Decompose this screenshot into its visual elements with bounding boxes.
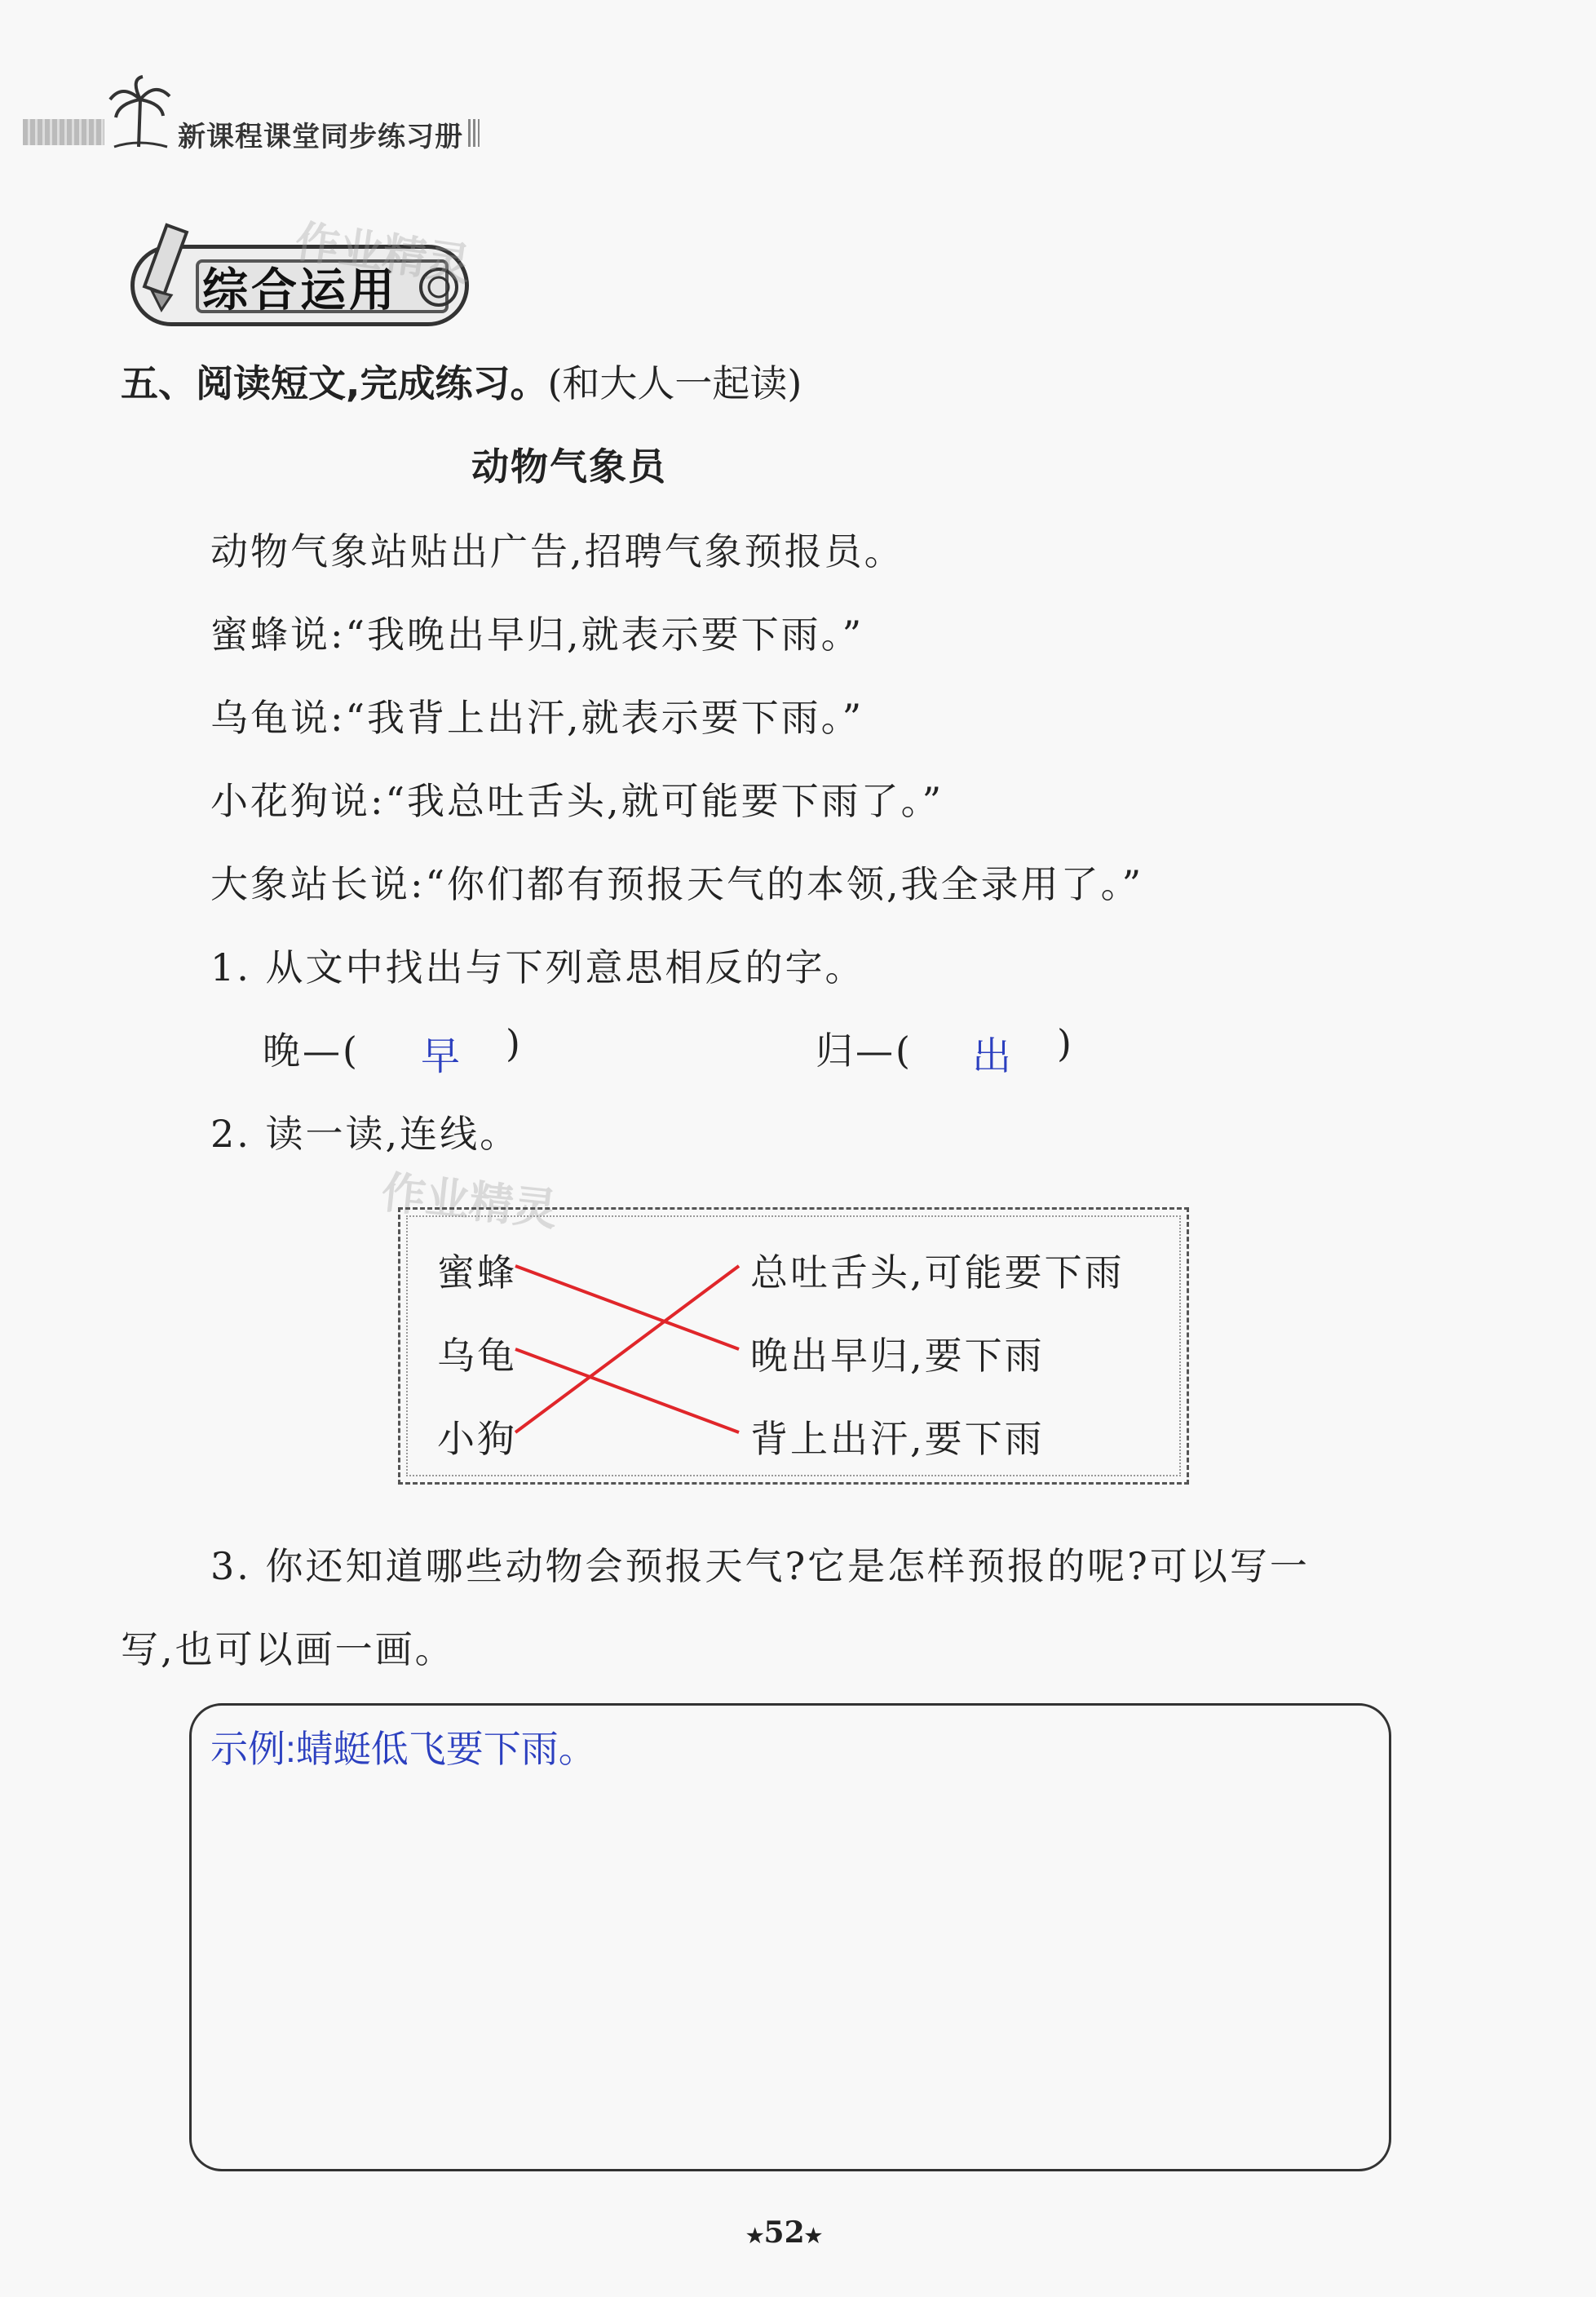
q3-prompt-line1: 3. 你还知道哪些动物会预报天气?它是怎样预报的呢?可以写一 (210, 1544, 1310, 1588)
match-right-item[interactable]: 总吐舌头,可能要下雨 (750, 1250, 1125, 1295)
match-line (515, 1266, 739, 1432)
story-title: 动物气象员 (471, 445, 667, 489)
q1-item1-label: 晚—( (263, 1029, 360, 1073)
match-left-item[interactable]: 乌龟 (437, 1334, 517, 1378)
story-line: 小花狗说:“我总吐舌头,就可能要下雨了。” (210, 779, 944, 823)
star-icon: ★ (746, 2224, 764, 2247)
page-number: ★52★ (746, 2215, 823, 2250)
story-line: 乌龟说:“我背上出汗,就表示要下雨。” (210, 696, 864, 740)
q1-item1-close: ) (506, 1021, 523, 1065)
answer-drawing-box[interactable] (189, 1703, 1391, 2171)
q1-item1-answer[interactable]: 早 (421, 1035, 461, 1078)
section-badge-label: 综合运用 (202, 264, 398, 317)
star-icon: ★ (804, 2224, 823, 2247)
match-line (515, 1266, 739, 1349)
match-line (515, 1349, 739, 1432)
q3-example-answer: 示例:蜻蜓低飞要下雨。 (210, 1728, 596, 1770)
q1-item2-label: 归—( (816, 1029, 913, 1073)
match-left-item[interactable]: 蜜蜂 (437, 1250, 517, 1295)
q1-item2-close: ) (1057, 1021, 1074, 1065)
watermark: 作业精灵 (378, 1166, 560, 1237)
q2-prompt: 2. 读一读,连线。 (210, 1112, 520, 1156)
question-title: 五、阅读短文,完成练习。(和大人一起读) (121, 361, 802, 405)
story-line: 动物气象站贴出广告,招聘气象预报员。 (210, 529, 904, 573)
match-right-item[interactable]: 晚出早归,要下雨 (750, 1334, 1045, 1378)
match-left-item[interactable]: 小狗 (437, 1417, 517, 1461)
q1-prompt: 1. 从文中找出与下列意思相反的字。 (210, 945, 865, 989)
match-right-item[interactable]: 背上出汗,要下雨 (750, 1417, 1045, 1461)
story-line: 蜜蜂说:“我晚出早归,就表示要下雨。” (210, 613, 864, 657)
story-line: 大象站长说:“你们都有预报天气的本领,我全录用了。” (210, 862, 1144, 906)
q1-item2-answer[interactable]: 出 (972, 1035, 1012, 1078)
q3-prompt-line2: 写,也可以画一画。 (121, 1627, 455, 1671)
watermark: 作业精灵 (292, 215, 474, 291)
header-title: 新课程课堂同步练习册 (178, 121, 463, 153)
